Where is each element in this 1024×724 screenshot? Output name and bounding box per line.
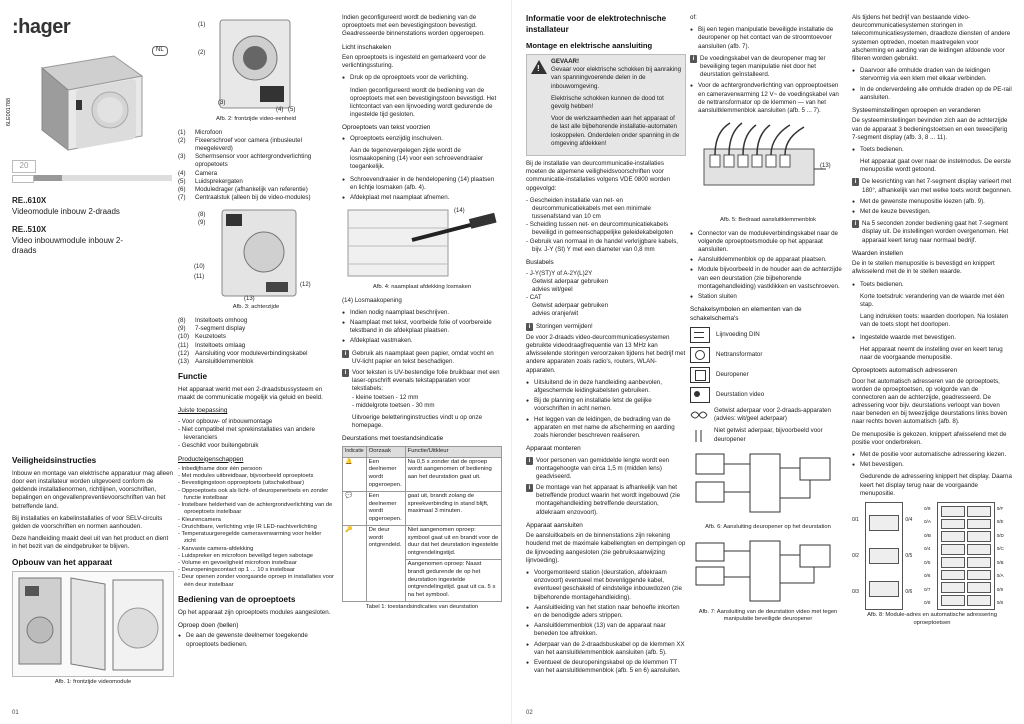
note-1: i Gebruik als naamplaat geen papier, omdat vocht en UV-licht papier en tekst beschadigen. — [342, 350, 502, 366]
list-item: ● De aan de gewenste deelnemer toegekende oproeptoets bedienen. — [186, 632, 334, 648]
list-item: ● Bij de planning en installatie letst de gelijke voorschriften in acht nemen. — [534, 397, 686, 413]
svg-text:(2): (2) — [198, 50, 206, 56]
warning-icon: ! — [531, 60, 547, 74]
list-item: ● Afdekplaat met naamplaat afnemen. — [350, 194, 502, 202]
list-item: - CAT Getwist aderpaar gebruiken advies oranje/wit — [532, 294, 686, 319]
structure-title: Opbouw van het apparaat — [12, 557, 113, 567]
operation-list — [178, 632, 334, 648]
figure-8-caption: Afb. 8: Module-adres en automatische adressering oproeptoetsen — [867, 611, 997, 626]
list-item: (12) Aansluiting voor moduleverbindingskabel — [178, 349, 308, 357]
text-title: Oproeptoets van tekst voorzien — [342, 124, 431, 132]
use-title: Juiste toepassing — [178, 407, 228, 415]
list-item: (3) Schermsensor voor achtergrondverlichting opropetoets — [178, 153, 312, 169]
figure-2-caption: Afb. 2: frontzijde video-eenheid — [216, 116, 296, 122]
right-col-3 — [852, 14, 1012, 632]
language-badge: NL — [152, 46, 168, 56]
list-item: - Voor opbouw- of inbouwmontage — [184, 418, 334, 426]
bell-icon: 🔔 — [343, 457, 367, 491]
text-list-2 — [342, 176, 502, 203]
text-p1: Aan de tegenovergelegen zijde wordt de losmaakopening (14) voor een schroevendraaier toegankelijk. — [350, 146, 484, 171]
list-item: - middelgrote toetsen - 30 mm — [358, 402, 502, 410]
wait-title: Waarden instellen — [852, 249, 903, 257]
figure-4-item: (14) Losmaakopening — [342, 296, 402, 304]
operation-p1: Op het apparaat zijn oproeptoets modules aangesloten. — [178, 608, 331, 616]
symbol-row: Lijnvoeding DIN — [690, 327, 846, 343]
operation-title: Bediening van de oproeptoets — [178, 594, 296, 604]
list-item: ● Module bijvoorbeeld in de houder aan de achterzijde van een deurstation (zie bijbehorende montagehandleiding) vastklikken en vastschroeven. — [698, 266, 846, 291]
figure-4-caption: Afb. 4: naamplaat afdekking losmaken — [372, 284, 472, 291]
left-col-1: :hager NL 6LE001788 20 RE..610X Videomodule inbouw 2-draads RE..510X Video inbouwmodule inbouw 2-draads Veiligheidsinstructies Inbouw en montage van elektrische apparatuur mag alleen door een installateur worden uitgevoerd conform de geldende installatienormen, richtlijnen, voorschriften, bepalingen en ongevallenpreventievoorschriften van het betreffende land. Bij installaties en kabelinstallaties of voor SELV-circuits gelden de voorschriften en normen aanhouden. Deze handleiding maakt deel uit van het product en dient in het bezit van de eindgebruiker te blijven. Opbouw van het apparaat Afb. 1: frontzijde videomodule 01 — [6, 16, 173, 716]
safety-p1: Inbouw en montage van elektrische apparatuur mag alleen door een installateur worden uitgevoerd conform de geldende installatienormen, richtlijnen, voorschriften, bepalingen en ongevallenpreventievoorschriften van het betreffende land. — [12, 469, 173, 510]
list-item: ● Voor de achtergrondverlichting van opproeptoetsen en cameraverwarming 12 V~ de voedingskabel van de nettransformator op de klemmen — van het aansluitklemmenblok aansluiten (afb. 5 ... 7). — [698, 82, 846, 115]
text-list-3 — [342, 309, 502, 346]
list-item: - Met modules uitbreidbaar, bijvoorbeeld oproeptoets — [184, 473, 334, 480]
wait-p2: Korte toetsdruk: verandering van de waarde met één stap. — [860, 292, 1005, 308]
door-opener-icon — [690, 367, 710, 383]
use-list — [178, 418, 334, 451]
list-item: ● Toets bedienen. — [860, 146, 1012, 154]
product-2-code: RE..510X — [12, 225, 47, 235]
sys-note-2: i Na 5 seconden zonder bediening gaat het 7-segment display uit. De instellingen worden overgenomen. Het apparaat keert terug naar normaal bedrijf. — [852, 220, 1012, 245]
list-item: - Bevestigingstoon opproeptoets (uitschakelbaar) — [184, 480, 334, 487]
product-image — [38, 54, 146, 152]
bus-title: Buslabels — [526, 259, 554, 267]
key-icon: 🔑 — [343, 525, 367, 601]
list-item: - Kleurencamera — [184, 517, 334, 524]
call-confirm-p: Indien geconfigureerd wordt de bediening van de oproeptoets met een bevestigingstoon bevestigd. Geadresseerde binnenstations worden opgeroepen. — [342, 14, 485, 38]
addr-list — [852, 451, 1012, 469]
svg-text:(8): (8) — [198, 212, 206, 219]
svg-text:(4): (4) — [276, 107, 284, 113]
table-row: 🔑 De deur wordt ontgrendeld. Niet aangenomen oproep: symbool gaat uit en brandt voor de duur dat het deurstation ingestelde ontgrendelingstijd. — [343, 525, 502, 559]
wiring-list — [526, 197, 686, 254]
list-item: ● Station sluiten — [698, 293, 846, 301]
note-disturb: i Storingen vermijden! — [526, 323, 686, 331]
line-supply-icon — [690, 327, 710, 343]
connect-list — [526, 569, 686, 675]
list-item: - Kanvaste camera-afdekking — [184, 546, 334, 553]
svg-text:(1): (1) — [198, 22, 206, 28]
figure-5-caption: Afb. 5: Bedraad aansluitklemmenblok — [719, 217, 817, 224]
figure-8 — [852, 502, 1012, 610]
list-item: ● Toets bedienen. — [860, 281, 1012, 289]
symbols-title: Schakelsymbolen en elementen van de schakelschema's — [690, 306, 802, 322]
figure-8-right: 0/9 0/A 0/B 0/4 0/5 0/6 0/7 0/8 0/F 0/E 0/D 0/C 0/B 0/A 0/9 0/8 — [924, 502, 1010, 610]
sys-note-1: i De leesrichting van het 7-segment display varieert met 180°, afhankelijk van met welke toets wordt begonnen. — [852, 178, 1012, 194]
props-list — [178, 466, 334, 589]
light-list — [342, 74, 502, 82]
list-item: ● Het leggen van de leidingen, de bedrading van de apparaten en met name de afscherming en aarding zoals hieronder beschreven realiseren. — [534, 416, 686, 441]
list-item: ● Eventueel de deuropeningskabel op de klemmen TT van het aansluitklemmenblok (afb. 5 en 6) aansluiten. — [534, 659, 686, 675]
figure-5-label: (13) — [820, 163, 831, 170]
figure-7-caption: Afb. 7: Aansluiting van de deurstation video met tegen manipulatie beveiligde deuropener — [698, 608, 838, 623]
figure-3-list — [178, 317, 334, 366]
list-item: ● Schroevendraaier in de hendelopening (14) plaatsen en lichtje losmaken (afb. 4). — [350, 176, 502, 192]
info-icon: i — [526, 484, 533, 492]
list-item: (10) Keuzetoets — [178, 333, 226, 341]
list-item: ● Daarvoor alle omhulde draden van de leidingen stervormig via een klem met elkaar verbinden. — [860, 67, 1012, 83]
list-item: ● Afdekplaat vastmaken. — [350, 337, 502, 345]
list-item: ● Naamplaat met tekst, voorbeide folie of voorbereide tekstband in de afdekplaat plaatsen. — [350, 319, 502, 335]
safety-title: Veiligheidsinstructies — [12, 456, 97, 465]
list-item: - Volume en gevoeligheid microfoon instelbaar — [184, 560, 334, 567]
symbols-legend — [690, 327, 846, 444]
list-item: - kleine toetsen - 12 mm — [358, 394, 502, 402]
svg-text:(9): (9) — [198, 220, 206, 227]
list-item: ● Aansluitleiding van het station naar behoefte inkorten en de benodigde aders strippen. — [534, 604, 686, 620]
figure-1-caption: Afb. 1: frontzijde videomodule — [54, 679, 132, 686]
left-col-2 — [178, 14, 334, 653]
list-item: - Inbedijfname door één persoon — [184, 466, 334, 473]
product-titles — [12, 196, 172, 257]
sys-list-1 — [852, 146, 1012, 154]
info-icon: i — [690, 55, 697, 63]
twisted-pair-icon — [690, 408, 708, 422]
table-row: Aangenomen oproep: Naast brandt gedurende de op het deurstation ingestelde ontgrendelingstijd. gaat uit ca. 5 s na het symbool. — [343, 559, 502, 601]
sys-title: Systeeminstellingen oproepen en veranderen — [852, 106, 981, 114]
list-item: - Onzichtbare, verlichting vrije IR LED-nachtverlichting — [184, 524, 334, 531]
figure-7 — [690, 537, 846, 607]
table-header-row: Indicatie Oorzaak Functie/Uitkleur — [343, 446, 502, 457]
col2-list-1 — [690, 26, 846, 51]
figure-3 — [178, 206, 334, 302]
col2-list-2 — [690, 82, 846, 115]
list-item: ● Aansluitklemmenblok (13) van de apparaat naar beneden toe aftrekken. — [534, 622, 686, 638]
addr-p2: De menupositie is gekozen. knippert afwisselend met de positie voor onderbreken. — [852, 430, 1007, 446]
doc-code: 6LE001788 — [6, 98, 12, 127]
svg-text:(12): (12) — [300, 282, 311, 289]
list-item: - Deuropeningscontact op 1 ... 10 s instelbaar — [184, 567, 334, 574]
list-item: - Scheiding tussen net- en deurcommunicatiekabels beveiligd in gemeenschappelijke geleidekabelgoten — [532, 221, 686, 237]
status-table — [342, 446, 502, 602]
svg-text:(5): (5) — [288, 107, 296, 113]
sys-p2: Het apparaat gaat over naar de instelmodus. De eerste menupositie wordt getoond. — [860, 158, 1011, 174]
safety-p3: Deze handleiding maakt deel uit van het product en dient in het bezit van de eindgebruiker te blijven. — [12, 535, 169, 551]
addr-p: Door het automatisch adresseren van de oproeptoets, worden de oproeptoetsen, op volgorde van de connectoren aan de achterzijde, geadresseerd. De adressering voor bijv. deurstations verloopt van boven naar beneden en bij tweezijdige deurstations links boven naar rechts boven automatisch (afb. 8). — [852, 377, 1008, 426]
col2-note: i De voedingskabel van de deuropener mag ter beveiliging tegen manipulatie niet door het deurstation geïnstalleerd. — [690, 55, 846, 80]
safety-p2: Bij installaties en kabelinstallaties of voor SELV-circuits gelden de voorschriften en normen aanhouden. — [12, 514, 163, 530]
list-item: (5) Luidsprekergaten — [178, 177, 243, 185]
info-icon: i — [342, 350, 349, 358]
figure-4 — [342, 206, 502, 282]
wait-list-2 — [852, 334, 1012, 342]
status-title: Deurstations met toestandsindicatie — [342, 435, 444, 443]
addr-p3: Gedurende de adressering knippert het display. Daarna keert het display terug naar de voorgaande menupositie. — [860, 473, 1012, 497]
col2-list-3 — [690, 230, 846, 302]
connect-p: De aansluitkabels en de binnenstations zijn rekening houdend met de maximale kabellengten en dempingen op de lijnvoeding aangesloten (zie gebruiksaanwijzing lijnvoeding). — [526, 532, 686, 564]
symbol-row: Getwist aderpaar voor 2-draads-apparaten (advies: wit/geel aderpaar) — [690, 407, 846, 423]
sys-p: De systeeminstellingen bevinden zich aan de achterzijde van de apparaat 3 bedieningstoetsen en een tweecijferig 7-segment display (afb. 3, 8 ... 11). — [852, 117, 1008, 141]
svg-text:(11): (11) — [194, 274, 205, 281]
list-item: ● Ingestelde waarde met bevestigen. — [860, 334, 1012, 342]
list-item: ● Met de positie voor automatische adressering kiezen. — [860, 451, 1012, 459]
list-item: (2) Fixeerschroef voor camera (inbusleutel meegeleverd) — [178, 136, 302, 153]
list-item: - Opproeptoets ook als licht- of deuropenertoets en zonder functie instelbaar — [184, 488, 334, 502]
figure-8-left: 0/1 0/2 0/3 0/4 0/5 0/6 — [852, 502, 918, 610]
list-item: - Gescheiden installatie van net- en deurcommunicatiekabels met een minimale tussenafstand van 10 cm — [532, 197, 686, 222]
product-1-name: Videomodule inbouw 2-draads — [12, 206, 120, 216]
list-item: ● Met bevestigen. — [860, 461, 1012, 469]
info-icon: i — [526, 323, 533, 331]
figure-5 — [690, 119, 846, 215]
list-item: (7) Centraalstuk (alleen bij de video-modules) — [178, 194, 311, 202]
left-col-3 — [342, 14, 502, 617]
list-item: ● Druk op de oproeptoets voor de verlichting. — [350, 74, 502, 82]
bus-list — [526, 270, 686, 319]
list-item: (1) Microfoon — [178, 128, 223, 136]
list-item: ● Indien nodig naamplaat beschrijven. — [350, 309, 502, 317]
speech-icon: 💬 — [343, 491, 367, 525]
symbol-row: Deurstation video — [690, 387, 846, 403]
video-station-icon — [690, 387, 710, 403]
product-1-code: RE..610X — [12, 196, 47, 205]
hager-logo: :hager — [12, 16, 71, 38]
wait-p3: Lang indrukken toets: waarden doorlopen. Na loslaten van de toets stopt het doorlopen. — [860, 313, 1009, 329]
list-item: ● Connector van de moduleverbindingskabel naar de volgende oproeptoetsmodule op het apparaat aansluiten. — [698, 230, 846, 255]
right-col-2 — [690, 14, 846, 629]
list-item: - Geschikt voor buitengebruik — [184, 442, 334, 450]
list-item: ● Oproeptoets eenzijdig inschuiven. — [350, 135, 502, 143]
list-item: ● Voorgemonteerd station (deurstation, afdekraam enzovoort) eventueel met bovenliggende kabel, eventueel geschakeld of eindstelige inbouwdozen (zie bijbehorende montagehandleiding). — [534, 569, 686, 602]
list-item: - J-Y(ST)Y of A-2Y(L)2Y Getwist aderpaar gebruiken advies wit/geel — [532, 270, 686, 295]
box-number: 20 — [12, 160, 36, 173]
addr-title: Oproeptoets automatisch adresseren — [852, 367, 958, 375]
wiring-p: Bij de installatie van deurcommunicatie-installaties moeten de algemene veiligheidsvoorschriften voor communicatie-installaties volgens VDE 0800 worden opgevolgd: — [526, 159, 671, 192]
figure-4-label: (14) — [454, 208, 465, 215]
light-p2: Indien geconfigureerd wordt de bediening van de oproeptoets met een bevestigingstoon bevestigd. Het lichtcontact van een lijnvoeding wordt gedurende de ingestelde tijd gesloten. — [350, 86, 497, 119]
list-item: ● Met de gewenste menupositie kiezen (afb. 9). — [860, 198, 1012, 206]
list-item: ● Met de keuze bevestigen. — [860, 208, 1012, 216]
info-icon: i — [852, 220, 859, 228]
product-2-name: Video inbouwmodule inbouw 2-draads — [12, 235, 124, 256]
symbol-row: Nettransformator — [690, 347, 846, 363]
light-p: Een oproeptoets is ingesteld en gemarkeerd voor de verlichtingssturing. — [342, 54, 486, 70]
untwisted-pair-icon — [690, 429, 708, 443]
list-item: (4) Camera — [178, 169, 218, 177]
col3-p1: Als tijdens het bedrijf van bestaande video-deurcommunicatiesystemen storingen in telecommunicatiesystemen, draadloze diensten of andere systemen optreden, moeten maatregelen voor afscherming en aarding van de leidingen afdoende voor filteren worden gebruikt. — [852, 14, 1011, 62]
connect-sub: Apparaat aansluiten — [526, 521, 583, 529]
figure-6 — [690, 448, 846, 522]
function-title: Functie — [178, 372, 208, 382]
figure-1 — [12, 571, 174, 677]
function-p1: Het apparaat werkt met een 2-draadsbussysteem en maakt de communicatie mogelijk via geluid en beeld. — [178, 385, 323, 402]
list-item: (13) Aansluitklemmenblok — [178, 357, 254, 365]
mount-title: Montage en elektrische aansluiting — [526, 41, 653, 51]
figure-2-list — [178, 129, 334, 203]
info-title: Informatie voor de elektrotechnische installateur — [526, 14, 667, 34]
mount-note-2: i De montage van het apparaat is afhankelijk van het betreffende product waarin het wordt ingebouwd (zie montagehandleiding betreffende deurstation, afdekraam enzovoort). — [526, 484, 686, 517]
mount-note-1: i Voor personen van gemiddelde lengte wordt een montagehoogte van circa 1,5 m (midden lens) geadviseerd. — [526, 457, 686, 482]
list-item: - Temperatuurgeregelde cameraverwarming voor helder zicht — [184, 531, 334, 545]
symbol-row: Niet getwist aderpaar, bijvoorbeeld voor deuropener — [690, 427, 846, 443]
info-icon: i — [526, 457, 533, 465]
list-item: ● Bij een tegen manipulatie beveiligde installatie de deuropener op het contact van de stroomtoevoer aansluiten (afb. 7). — [698, 26, 846, 51]
list-item: - Deur openen zonder voorgaande oproep in installaties voor één deur instelbaar — [184, 574, 334, 588]
list-item: (9) 7-segment display — [178, 325, 246, 333]
table-row: 💬 Een deelnemer wordt opgeroepen. gaat uit, brandt zolang de spreekverbinding in stand blijft, maximaal 3 minuten. — [343, 491, 502, 525]
list-item: ● Aderpaar van de 2-draadsbuskabel op de klemmen XX van het aansluitklemmenblok aansluiten (afb. 5). — [534, 641, 686, 657]
list-item: (11) Insteltoets omlaag — [178, 341, 246, 349]
wait-p: De in te stellen menupositie is bevestigd en knippert afwisselend met de in te stellen waarde. — [852, 260, 995, 276]
props-title: Producteigenschappen — [178, 455, 244, 463]
safety-section — [12, 450, 174, 692]
operation-sub: Oproep doen (bellen) — [178, 621, 239, 629]
mount-sub: Apparaat monteren — [526, 445, 581, 453]
figure-2 — [178, 14, 334, 114]
list-item: (8) Insteltoets omhoog — [178, 316, 248, 324]
danger-title: GEVAAR! — [551, 58, 580, 66]
sys-list-2 — [852, 198, 1012, 216]
list-item: (6) Moduledrager (afhankelijk van referentie) — [178, 185, 308, 193]
info-icon: i — [342, 369, 349, 377]
figure-3-caption: Afb. 3: achterzijde — [232, 304, 280, 311]
svg-text:(10): (10) — [194, 264, 205, 271]
col3-list-1 — [852, 67, 1012, 102]
danger-box: ! GEVAAR! Gevaar voor elektrische schokken bij aanraking van spanningvoerende delen in de inbouwomgeving. Elektrische schokken kunnen de dood tot gevolg hebben! Voor de werkzaamheden aan het apparaat of de last alle bijbehorende installatie-automaten loskoppelen. Onderdelen onder spanning in de omgeving afdekken! — [526, 54, 686, 156]
list-item: - Luidspreker en microfoon beveiligd tegen sabotage — [184, 553, 334, 560]
table-row: 🔔 Een deelnemer wordt opgeroepen. Na 0,5 s zonder dat de oproep wordt aangenomen of bediening aan het deurstation gaat uit. — [343, 457, 502, 491]
text-list-1 — [342, 135, 502, 143]
col2-of: of: — [690, 14, 697, 21]
wait-p4: Het apparaat neemt de instelling over en keert terug naar de voorgaande menupositie. — [860, 345, 1003, 361]
table-caption: Tabel 1: toestandsindicaties van deurstation — [365, 603, 479, 610]
note-2: i Voor teksten is UV-bestendige folie bruikbaar met een laser-opschrift evenals tekstapparaten voor tekstlabels: - kleine toetsen - 12 mm - middelgrote toetsen - 30 mm Uitvoerige beletteringinstructies vindt u op onze homepage. — [342, 369, 502, 430]
info-icon: i — [852, 178, 859, 186]
svg-text:(3): (3) — [218, 100, 226, 106]
list-item: ● Aansluitklemmenblok op de apparaat plaatsen. — [698, 256, 846, 264]
wait-list-1 — [852, 281, 1012, 289]
symbol-row: Deuropener — [690, 367, 846, 383]
transformer-icon — [690, 347, 710, 363]
list-item: ● Uitsluitend de in deze handleiding aanbevolen, afgeschermde leidingkabelsten gebruiken. — [534, 379, 686, 395]
light-title: Licht inschakelen — [342, 43, 392, 51]
list-item: - Instelbare helderheid van de achtergrondverlichting van de oproeptoets instelbaar — [184, 502, 334, 516]
box-number-bar — [12, 160, 172, 183]
list-item: - Gebruik van normaal in de handel verkrijgbare kabels, bijv. J-Y (St) Y met een diameter van 0,8 mm — [532, 238, 686, 254]
list-item: ● In de onderverdeling alle omhulde draden op de PE-rail aansluiten. — [860, 86, 1012, 102]
svg-text:(13): (13) — [244, 296, 255, 303]
disturb-list — [526, 379, 686, 440]
right-col-1: Informatie voor de elektrotechnische installateur Montage en elektrische aansluiting ! GEVAAR! Gevaar voor elektrische schokken bij aanraking van spanningvoerende delen in de inbouwomgeving. Elektrische schokken kunnen de dood tot gevolg hebben! Voor de werkzaamheden aan het apparaat of de last alle bijbehorende installatie-automaten loskoppelen. Onderdelen onder spanning in de omgeving afdekken! Bij de installatie van deurcommunicatie-installaties moeten de algemene veiligheidsvoorschriften voor communicatie-installaties volgens VDE 0800 worden opgevolgd: - Gescheiden installatie van net- en deurcommunicatiekabels met een minimale tussenafstand van 10 cm - Scheiding tussen net- en deurcommunicatiekabels beveiligd in gemeenschappelijke geleidekabelgoten - Gebruik van normaal in de handel verkrijgbare kabels, bijv. J-Y (St) Y met een diameter van 0,8 mm Buslabels - J-Y(ST)Y of A-2Y(L)2Y Getwist aderpaar gebruiken advies wit/geel - CAT Getwist aderpaar gebruiken advies oranje/wit i Storingen vermijden! De voor 2-draads video-deurcommunicatiesystemen gebruikte videodraagfrequentie van 13 MHz kan afwisselende storingen veroorzaken tijdens het bedrijf met andere apparaten zoals radio's, routers, WLAN-apparaten. ● Uitsluitend de in deze handleiding aanbevolen, afgeschermde leidingkabelsten gebruiken. ● Bij de planning en installatie letst de gelijke voorschriften in acht nemen. ● Het leggen van de leidingen, de bedrading van de apparaten en met name de afscherming en aarding zoals hieronder beschreven realiseren. Apparaat monteren i Voor personen van gemiddelde lengte wordt een montagehoogte van circa 1,5 m (midden lens) geadviseerd. i De montage van het apparaat is afhankelijk van het betreffende product waarin het wordt ingebouwd (zie montagehandleiding betreffende deurstation, afdekraam enzovoort). Apparaat aansluiten De aansluitkabels en de binnenstations zijn rekening houdend met de maximale kabellengten en dempingen op de lijnvoeding aangesloten (zie gebruiksaanwijzing lijnvoeding). ● Voorgemonteerd station (deurstation, afdekraam enzovoort) eventueel met bovenliggende kabel, eventueel geschakeld of eindstelige inbouwdozen (zie bijbehorende montagehandleiding). ● Aansluitleiding van het station naar behoefte inkorten en de benodigde aders strippen. ● Aansluitklemmenblok (13) van de apparaat naar beneden toe aftrekken. ● Aderpaar van de 2-draadsbuskabel op de klemmen XX van het aansluitklemmenblok aansluiten (afb. 5). ● Eventueel de deuropeningskabel op de klemmen TT van het aansluitklemmenblok (afb. 5 en 6) aansluiten. 02 — [526, 14, 686, 679]
figure-6-caption: Afb. 6: Aansluiting deuropener op het deurstation — [705, 523, 831, 530]
disturb-p: De voor 2-draads video-deurcommunicatiesystemen gebruikte videodraagfrequentie van 13 MHz kan afwisselende storingen veroorzaken tijdens het bedrijf met andere apparaten zoals radio's, routers, WLAN-apparaten. — [526, 333, 686, 374]
right-page — [512, 0, 1024, 724]
list-item: - Niet compatibel met sprekinstallaties van andere leveranciers — [184, 426, 334, 442]
